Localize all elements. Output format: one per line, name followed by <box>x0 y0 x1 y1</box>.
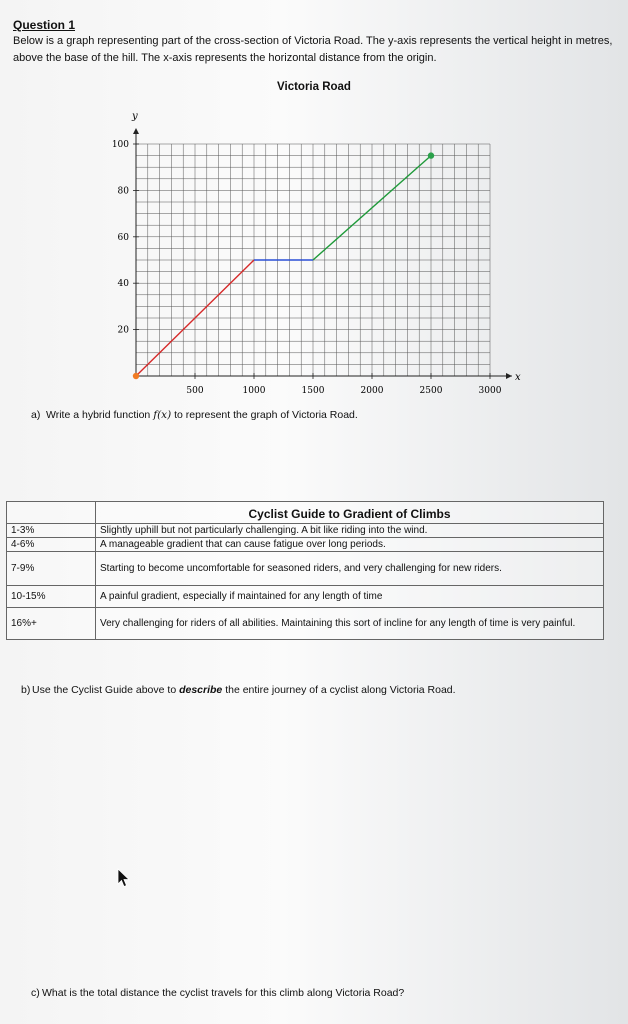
table-row <box>7 608 604 640</box>
guide-header-blank <box>7 502 96 524</box>
part-a-function: f(x) <box>153 409 172 421</box>
gradient-cell: 1-3% <box>7 524 96 538</box>
y-tick-label: 40 <box>117 279 129 290</box>
part-a-text-2: to represent the graph of Victoria Road. <box>171 409 358 421</box>
description-cell: Slightly uphill but not particularly challenging. A bit like riding into the wind. <box>96 524 604 538</box>
table-row <box>7 586 604 608</box>
description-cell: Starting to become uncomfortable for seasoned riders, and very challenging for new riders. <box>96 552 604 586</box>
start-point <box>133 373 139 379</box>
part-c-question <box>31 987 405 999</box>
guide-title: Cyclist Guide to Gradient of Climbs <box>96 502 604 524</box>
cyclist-guide-table <box>6 501 604 640</box>
description-cell: A painful gradient, especially if maintained for any length of time <box>96 586 604 608</box>
x-axis-label: x <box>515 372 521 383</box>
gradient-cell: 16%+ <box>7 608 96 640</box>
part-c-text: What is the total distance the cyclist travels for this climb along Victoria Road? <box>42 987 405 999</box>
y-tick-label: 60 <box>117 232 129 243</box>
chart-axes <box>131 111 521 383</box>
chart-title: Victoria Road <box>277 81 351 93</box>
part-a-text-1: Write a hybrid function <box>46 409 154 421</box>
victoria-road-chart <box>95 106 525 406</box>
question-heading: Question 1 <box>13 18 76 32</box>
description-cell: A manageable gradient that can cause fatigue over long periods. <box>96 538 604 552</box>
part-b-emphasis: describe <box>179 684 223 696</box>
x-axis-arrow-icon <box>506 373 512 379</box>
part-b-question <box>21 684 456 696</box>
table-row <box>7 524 604 538</box>
part-c-label: c) <box>31 987 40 999</box>
guide-header-row <box>7 502 604 524</box>
table-row <box>7 538 604 552</box>
x-tick-label: 2500 <box>419 386 443 396</box>
chart-ticks <box>112 140 502 396</box>
y-axis-arrow-icon <box>133 128 139 134</box>
x-tick-label: 2000 <box>360 386 384 396</box>
table-row <box>7 552 604 586</box>
end-point <box>428 152 434 158</box>
x-tick-label: 3000 <box>478 386 502 396</box>
chart-series <box>133 152 434 379</box>
x-tick-label: 500 <box>186 386 204 396</box>
description-cell: Very challenging for riders of all abilities. Maintaining this sort of incline for any length of time is very painful. <box>96 608 604 640</box>
part-b-label: b) <box>21 684 31 696</box>
gradient-cell: 10-15% <box>7 586 96 608</box>
part-a-label: a) <box>31 409 41 421</box>
part-b-text-2: the entire journey of a cyclist along Victoria Road. <box>222 684 456 696</box>
y-tick-label: 100 <box>111 140 129 150</box>
x-tick-label: 1500 <box>301 386 325 396</box>
y-tick-label: 20 <box>117 325 129 336</box>
question-intro: Below is a graph representing part of the cross-section of Victoria Road. The y-axis represents the vertical height in metres, above the base of the hill. The x-axis represents the horizontal distance from the origin. <box>13 35 613 64</box>
y-tick-label: 80 <box>117 186 129 197</box>
gradient-cell: 4-6% <box>7 538 96 552</box>
mouse-cursor-icon <box>117 868 131 888</box>
x-tick-label: 1000 <box>242 386 266 396</box>
y-axis-label: y <box>132 111 138 122</box>
gradient-cell: 7-9% <box>7 552 96 586</box>
part-a-question <box>31 409 358 421</box>
part-b-text-1: Use the Cyclist Guide above to <box>32 684 180 696</box>
